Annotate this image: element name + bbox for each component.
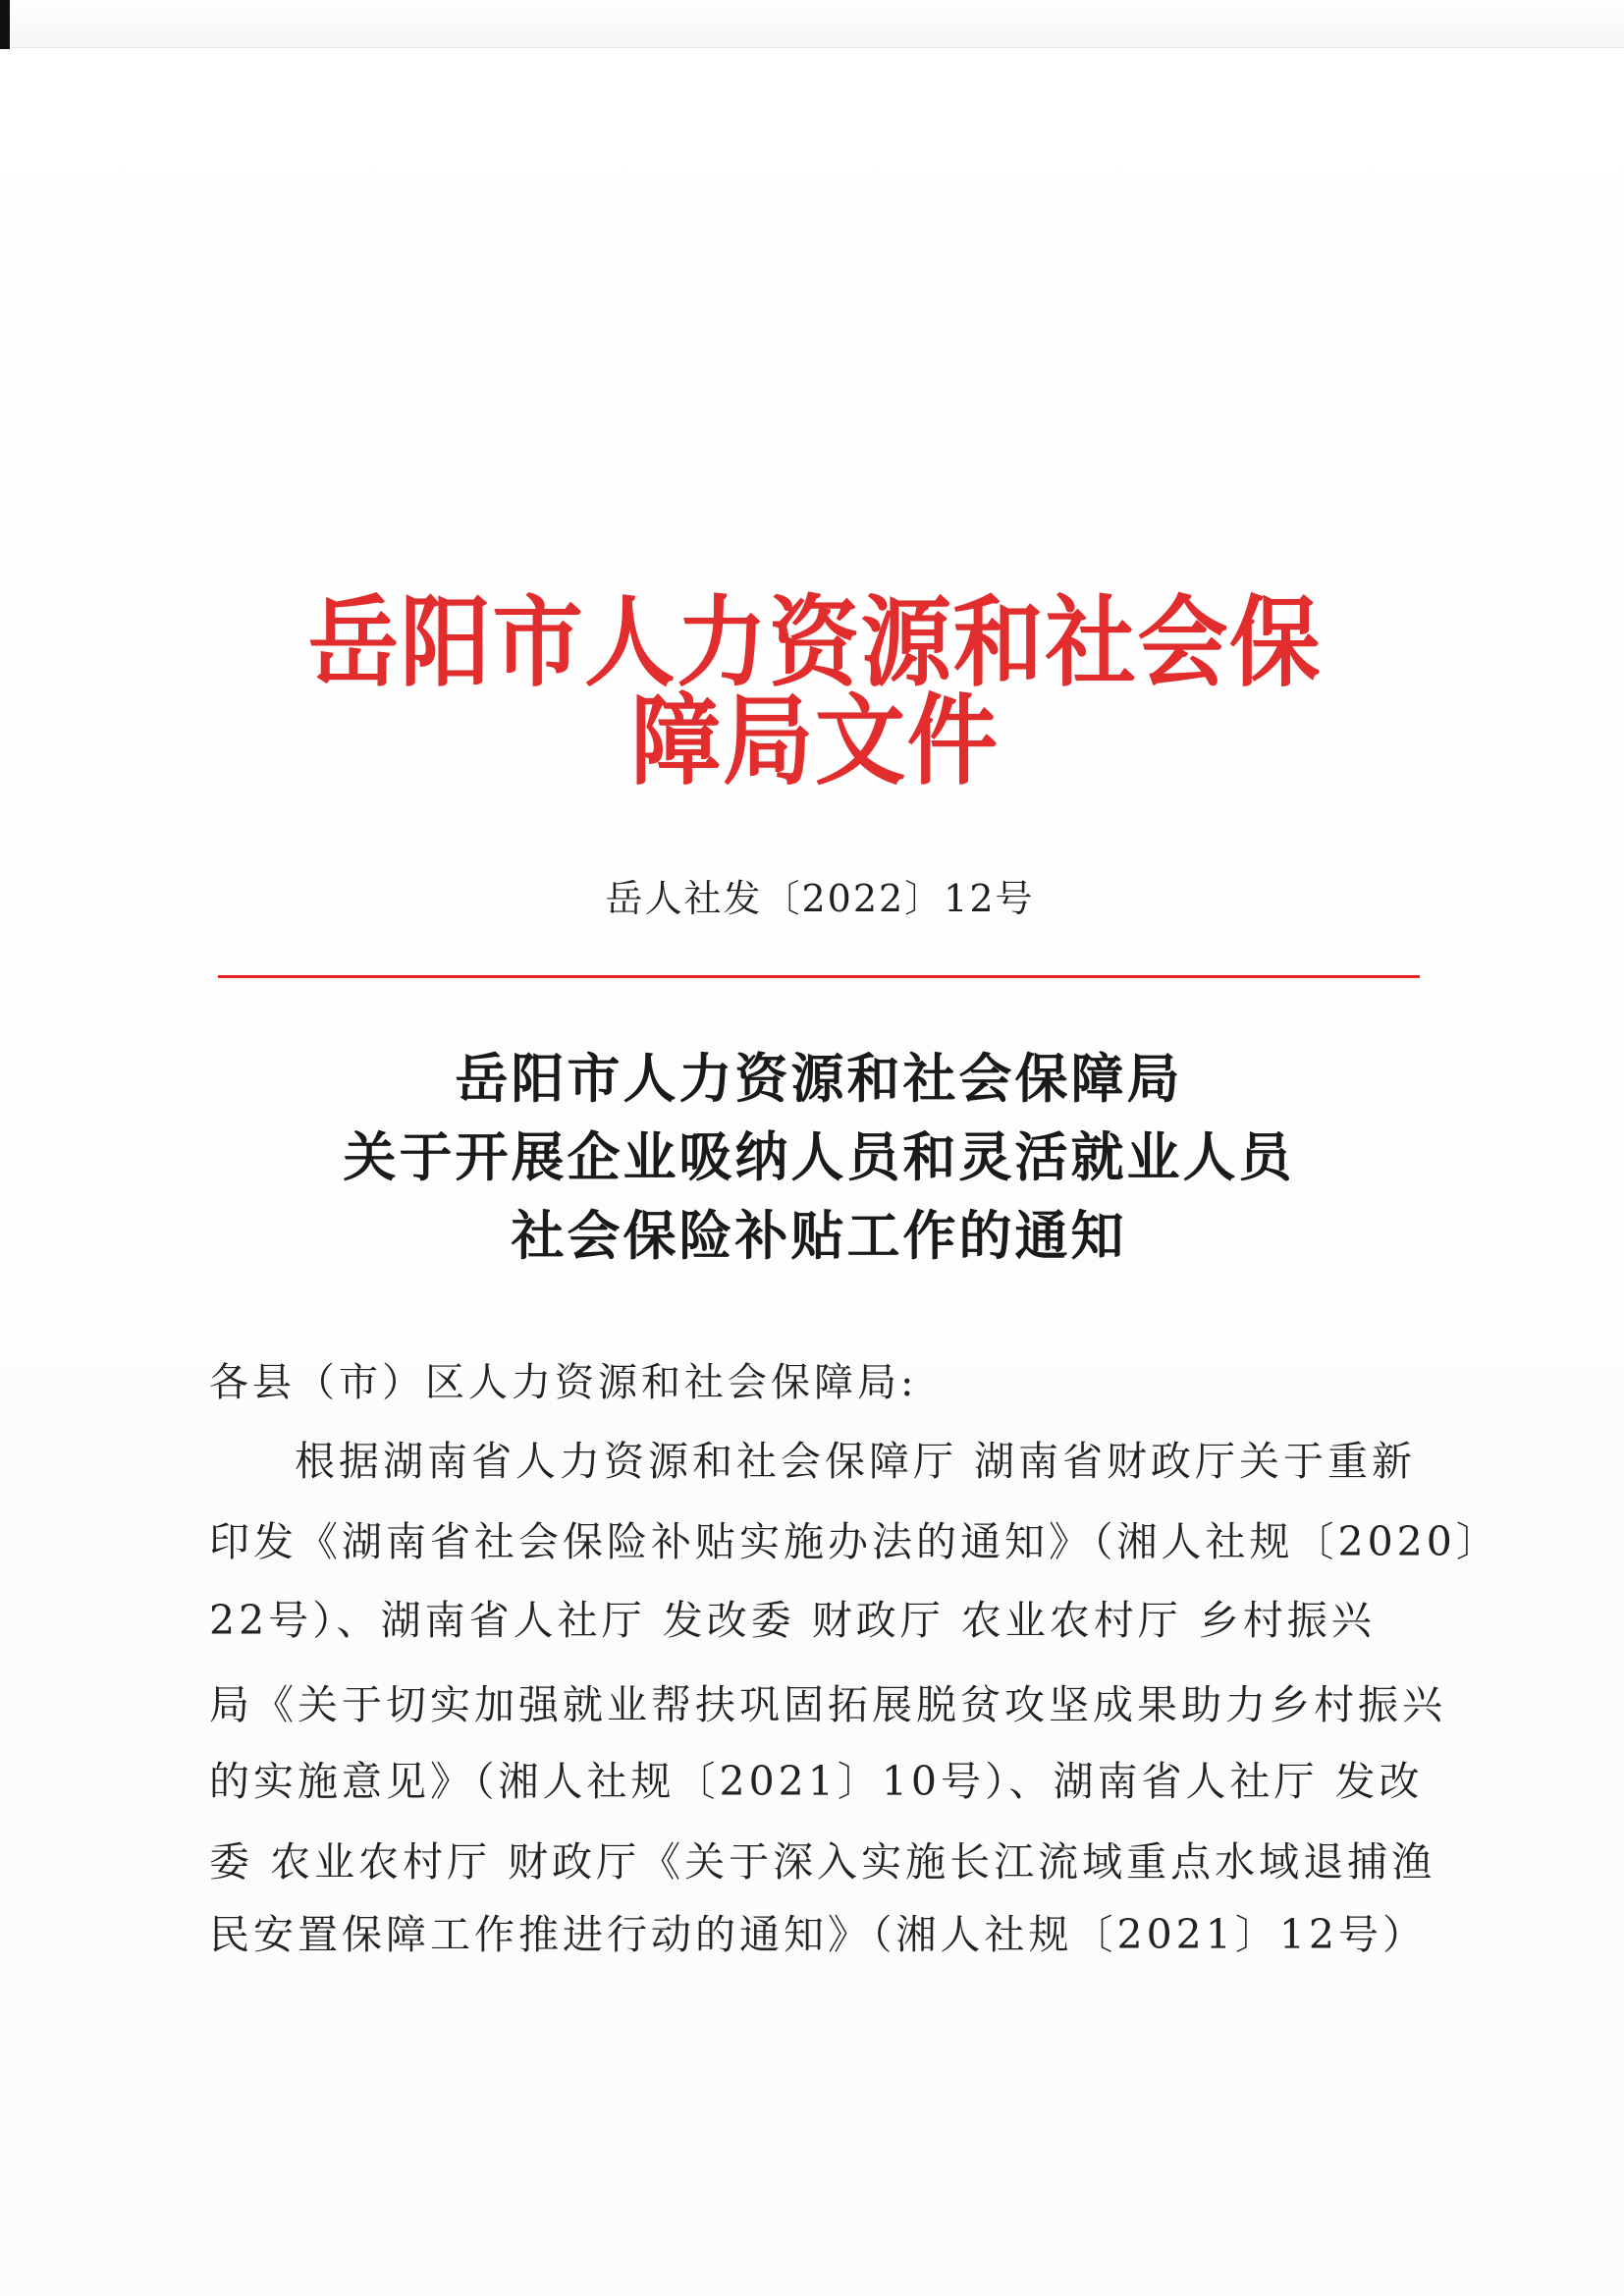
title-line-1: 岳阳市人力资源和社会保障局 [455,1047,1183,1110]
red-separator-line [218,975,1420,978]
body-line-1: 根据湖南省人力资源和社会保障厅 湖南省财政厅关于重新 [295,1438,1417,1485]
salutation: 各县（市）区人力资源和社会保障局: [209,1360,918,1405]
scan-left-edge [0,0,10,49]
document-number: 岳人社发〔2022〕12号 [605,877,1035,920]
notice-title [210,1039,1428,1275]
body-line-3: 22号）、湖南省人社厅 发改委 财政厅 农业农村厅 乡村振兴 [209,1597,1376,1644]
masthead-title: 岳阳市人力资源和社会保障局文件 [307,585,1323,798]
body-line-4: 局《关于切实加强就业帮扶巩固拓展脱贫攻坚成果助力乡村振兴 [209,1681,1446,1728]
scan-top-edge [0,0,1624,48]
body-line-6: 委 农业农村厅 财政厅《关于深入实施长江流域重点水域退捕渔 [209,1838,1436,1886]
body-line-5: 的实施意见》（湘人社规〔2021〕10号）、湖南省人社厅 发改 [209,1758,1424,1805]
title-line-3: 社会保险补贴工作的通知 [511,1204,1127,1267]
show-through-text-top [206,255,1424,436]
title-line-2: 关于开展企业吸纳人员和灵活就业人员 [343,1125,1295,1188]
body-line-2: 印发《湖南省社会保险补贴实施办法的通知》（湘人社规〔2020〕 [209,1518,1500,1565]
body-line-7: 民安置保障工作推进行动的通知》（湘人社规〔2021〕12号） [209,1911,1428,1958]
